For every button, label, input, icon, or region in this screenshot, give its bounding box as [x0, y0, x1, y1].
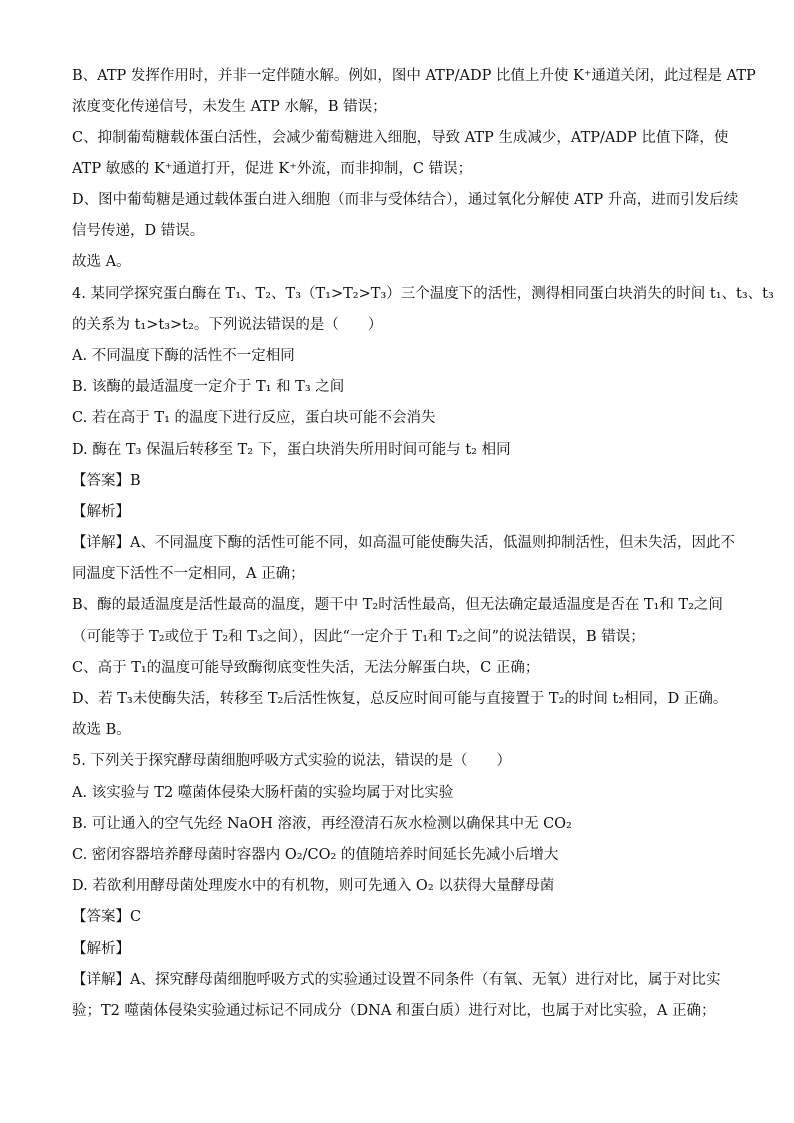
text-line: D、图中葡萄糖是通过载体蛋白进入细胞（而非与受体结合），通过氧化分解使 ATP 升高，进而引发后续 [72, 192, 739, 208]
question-4-option-d: D. 酶在 T₃ 保温后转移至 T₂ 下，蛋白块消失所用时间可能与 t₂ 相同 [72, 442, 511, 458]
question-5-option-b: B. 可让通入的空气先经 NaOH 溶液，再经澄清石灰水检测以确保其中无 CO₂ [72, 816, 572, 832]
text-line: ATP 敏感的 K⁺通道打开，促进 K⁺外流，而非抑制，C 错误； [72, 161, 473, 177]
text-line: 浓度变化传递信号，未发生 ATP 水解，B 错误； [72, 99, 387, 115]
question-4-option-c: C. 若在高于 T₁ 的温度下进行反应，蛋白块可能不会消失 [72, 410, 436, 426]
question-5-option-d: D. 若欲利用酵母菌处理废水中的有机物，则可先通入 O₂ 以获得大量酵母菌 [72, 878, 555, 894]
answer-label: 【答案】B [72, 473, 141, 489]
answer-conclusion: 故选 A。 [72, 254, 131, 270]
analysis-label: 【解析】 [72, 941, 130, 957]
analysis-label: 【解析】 [72, 504, 130, 520]
text-line: D、若 T₃未使酶失活，转移至 T₂后活性恢复，总反应时间可能与直接置于 T₂的时间 t₂相同，D 正确。 [72, 691, 728, 707]
text-line: B、酶的最适温度是活性最高的温度，题干中 T₂时活性最高，但无法确定最适温度是否在 T₁和 T₂之间 [72, 597, 723, 613]
text-line: （可能等于 T₂或位于 T₂和 T₃之间），因此“一定介于 T₁和 T₂之间”的说法错误，B 错误； [72, 629, 645, 645]
text-line: 【详解】A、探究酵母菌细胞呼吸方式的实验通过设置不同条件（有氧、无氧）进行对比，属于对比实 [72, 972, 721, 988]
answer-conclusion: 故选 B。 [72, 722, 131, 738]
question-5-option-c: C. 密闭容器培养酵母菌时容器内 O₂/CO₂ 的值随培养时间延长先减小后增大 [72, 847, 559, 863]
answer-label: 【答案】C [72, 909, 142, 925]
question-4-stem-cont: 的关系为 t₁>t₃>t₂。下列说法错误的是（ ） [72, 317, 383, 333]
text-line: C、抑制葡萄糖载体蛋白活性，会减少葡萄糖进入细胞，导致 ATP 生成减少，ATP/ADP 比值下降，使 [72, 130, 729, 146]
question-4-stem: 4. 某同学探究蛋白酶在 T₁、T₂、T₃（T₁>T₂>T₃）三个温度下的活性，测得相同蛋白块消失的时间 t₁、t₃、t₃ [72, 286, 774, 302]
question-5-stem: 5. 下列关于探究酵母菌细胞呼吸方式实验的说法，错误的是（ ） [72, 753, 511, 769]
text-line: 同温度下活性不一定相同，A 正确； [72, 566, 305, 582]
text-line: 【详解】A、不同温度下酶的活性可能不同，如高温可能使酶失活，低温则抑制活性，但未失活，因此不 [72, 535, 735, 551]
text-line: 验；T2 噬菌体侵染实验通过标记不同成分（DNA 和蛋白质）进行对比，也属于对比实验，A 正确； [72, 1003, 716, 1019]
text-line: B、ATP 发挥作用时，并非一定伴随水解。例如，图中 ATP/ADP 比值上升使 K⁺通道关闭，此过程是 ATP [72, 68, 756, 84]
question-4-option-a: A. 不同温度下酶的活性不一定相同 [72, 348, 295, 364]
text-line: 信号传递，D 错误。 [72, 223, 205, 239]
text-line: C、高于 T₁的温度可能导致酶彻底变性失活，无法分解蛋白块，C 正确； [72, 660, 540, 676]
question-5-option-a: A. 该实验与 T2 噬菌体侵染大肠杆菌的实验均属于对比实验 [72, 785, 454, 801]
question-4-option-b: B. 该酶的最适温度一定介于 T₁ 和 T₃ 之间 [72, 379, 345, 395]
